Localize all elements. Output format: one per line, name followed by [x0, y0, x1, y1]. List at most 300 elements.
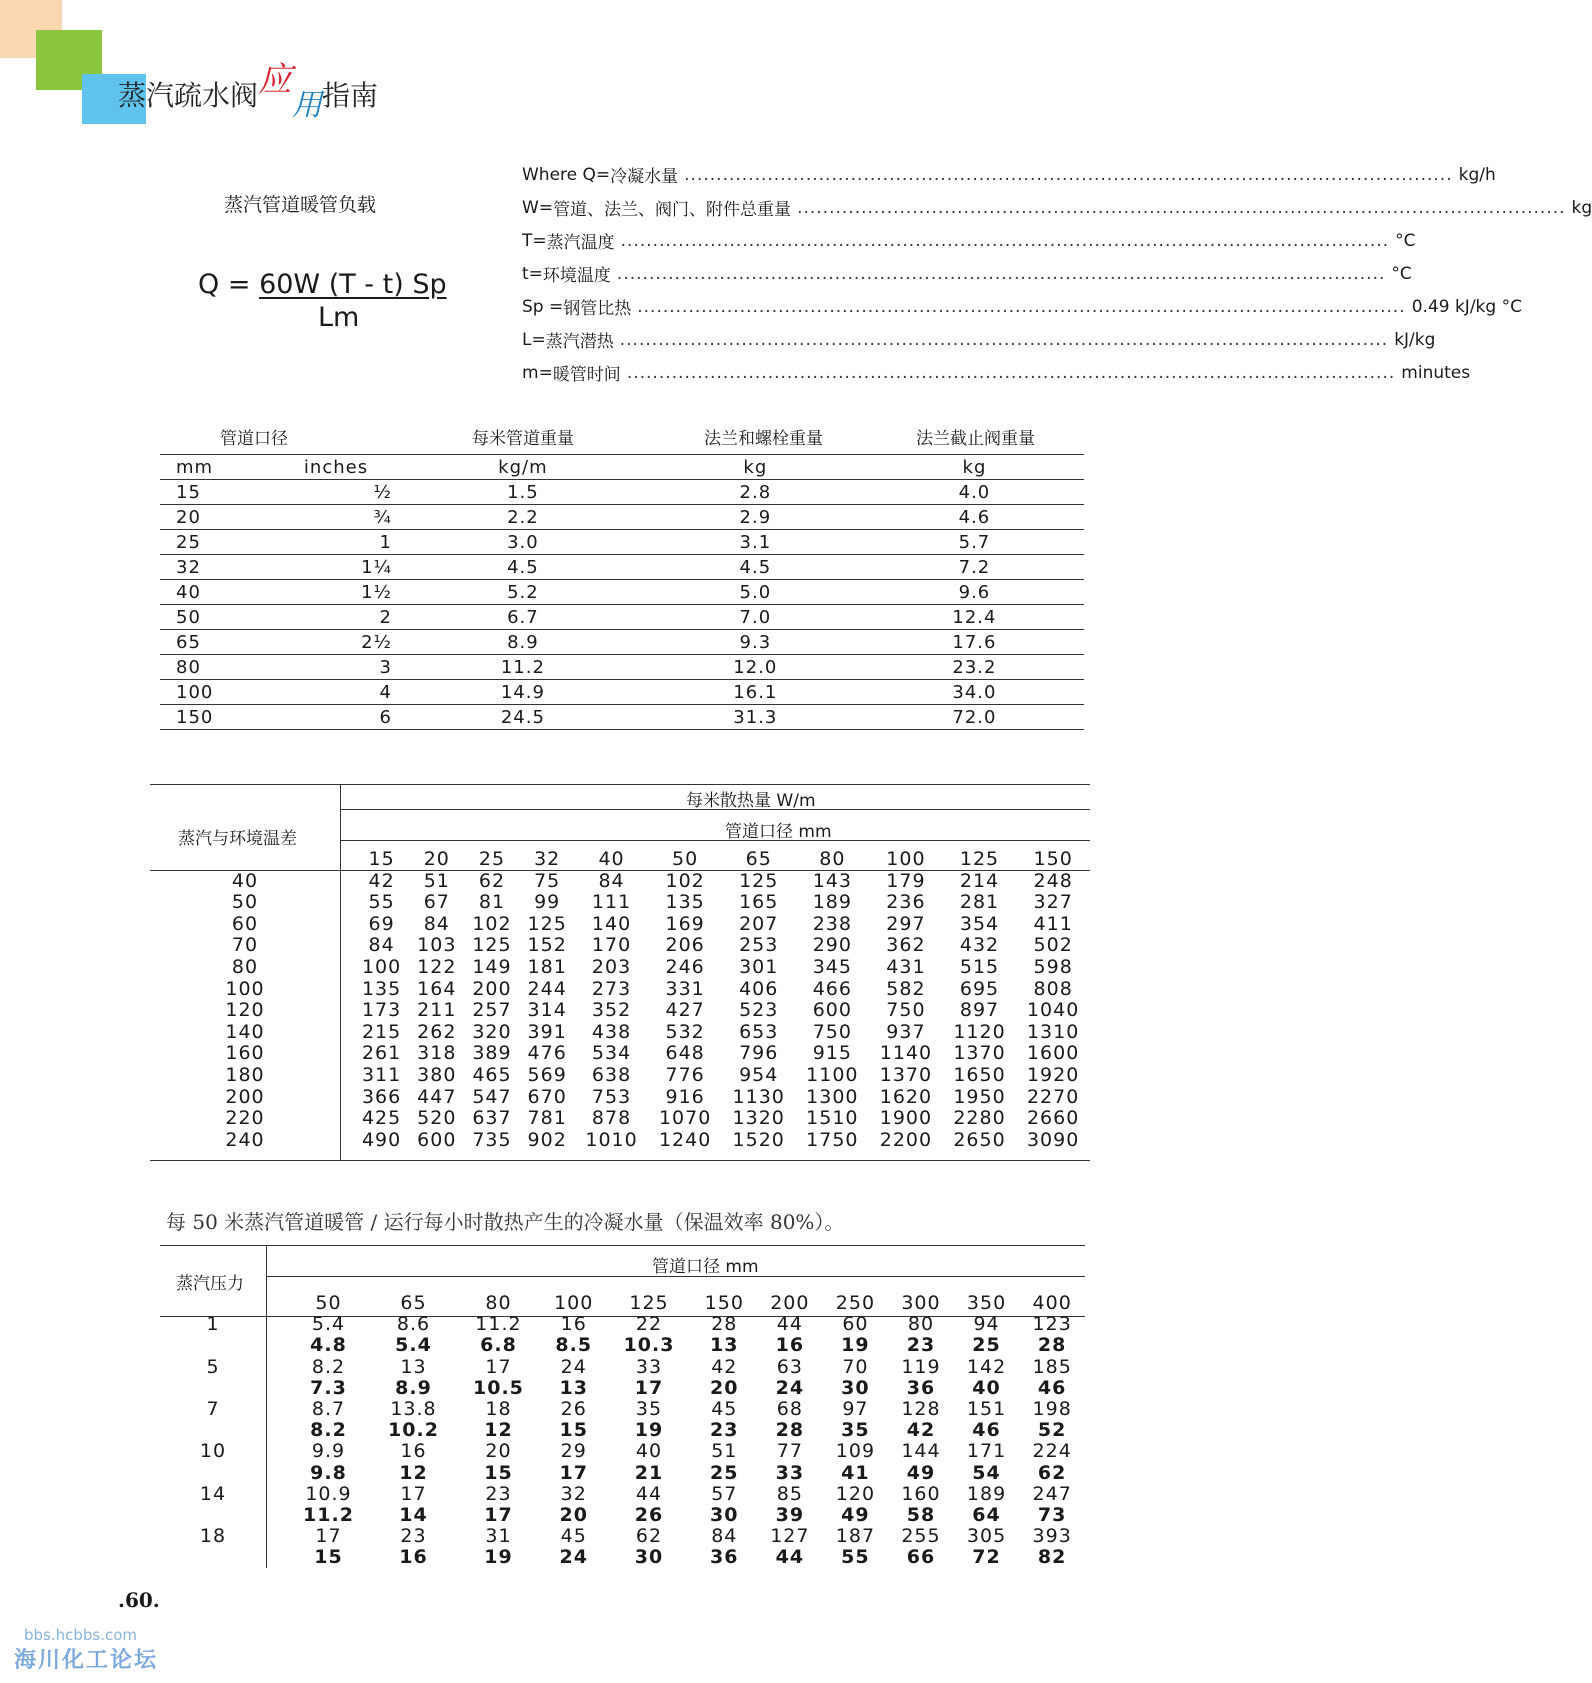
table-row	[160, 705, 1084, 730]
table-cell: 214	[959, 869, 1000, 892]
table-cell: 534	[591, 1042, 632, 1065]
table-cell: 13	[710, 1334, 739, 1357]
formula-lhs: Q =	[198, 269, 251, 300]
table2-column-header: 40	[598, 848, 625, 870]
table-cell: 123	[1032, 1313, 1072, 1336]
guide-title-end: 指南	[322, 79, 379, 112]
guide-title-main: 蒸汽疏水阀	[118, 79, 259, 112]
table-cell: 937	[886, 1020, 926, 1043]
table-cell: 165	[739, 891, 779, 914]
table1-unit-header: kg/m	[400, 455, 646, 480]
table-row-bold	[160, 1378, 1085, 1399]
table-cell: 7.0	[646, 605, 865, 630]
table3-column-header: 100	[554, 1292, 594, 1314]
table-cell: 81	[478, 891, 506, 914]
table-cell: 2200	[879, 1128, 933, 1151]
table-cell: 808	[1033, 977, 1073, 1000]
table3-header-top: 管道口径 mm	[652, 1257, 759, 1277]
table2-row-label: 蒸汽与环境温差	[178, 829, 297, 849]
legend-description: 蒸汽温度	[546, 233, 615, 253]
table-cell: 17	[485, 1355, 512, 1378]
table3-pressure: 5	[206, 1355, 220, 1378]
legend-row	[522, 257, 1412, 290]
table-cell: 24	[775, 1376, 805, 1399]
table-cell: 1370	[879, 1063, 933, 1086]
table2-grid	[150, 849, 1090, 1151]
table-cell: 5.4	[395, 1334, 432, 1357]
table-cell: 515	[959, 955, 1000, 978]
table3-column-header: 400	[1032, 1292, 1072, 1314]
table-cell: 13	[400, 1355, 427, 1378]
table-row	[150, 871, 1090, 893]
legend-row	[522, 290, 1522, 323]
table-cell: 84	[711, 1525, 738, 1548]
table-cell: 1010	[585, 1128, 638, 1151]
legend-unit: °C	[1395, 230, 1416, 251]
table-cell: 653	[739, 1020, 779, 1043]
table-cell: 406	[739, 977, 779, 1000]
table-cell: 781	[527, 1107, 567, 1130]
table-cell: 954	[739, 1063, 779, 1086]
table-cell: 262	[417, 1020, 457, 1043]
table-row	[150, 1065, 1090, 1087]
table-cell: 17	[315, 1525, 342, 1548]
table-cell: 1240	[658, 1128, 712, 1151]
table-row	[150, 914, 1090, 936]
table-cell: 314	[527, 999, 567, 1022]
table-cell: 354	[959, 912, 1000, 935]
table-cell: 20	[559, 1504, 588, 1527]
table-cell: 281	[959, 891, 1000, 914]
table3-column-header: 200	[770, 1292, 810, 1314]
table-cell: 62	[478, 869, 506, 892]
table-cell: 1310	[1026, 1020, 1080, 1043]
table-cell: 23	[485, 1482, 512, 1505]
table-cell: 25	[972, 1334, 1001, 1357]
table-cell: 1120	[953, 1020, 1006, 1043]
table-cell: 380	[417, 1063, 457, 1086]
table-cell: 600	[417, 1128, 457, 1151]
legend-leader-dots: ........................................................................................................................	[684, 164, 1453, 185]
legend-equals: =	[528, 263, 543, 284]
table-cell: 17	[400, 1482, 427, 1505]
guide-title-accent-1: 应	[258, 60, 293, 100]
table-cell: 238	[812, 912, 852, 935]
table-cell: 3090	[1026, 1128, 1080, 1151]
table2-row-header: 240	[225, 1128, 265, 1151]
table-cell: 695	[959, 977, 1000, 1000]
table-cell: 187	[835, 1525, 876, 1548]
table3-column-header-row	[160, 1293, 1085, 1314]
table-cell: 17.6	[865, 630, 1084, 655]
legend-leader-dots: ........................................................................................................................	[626, 362, 1396, 383]
table-cell: 55	[368, 891, 395, 914]
table-cell: 140	[591, 912, 632, 935]
table-cell: 33	[635, 1355, 663, 1378]
table-cell: 15	[314, 1546, 343, 1569]
table-cell: 7.2	[865, 555, 1084, 580]
legend-symbol: T	[522, 230, 533, 251]
table-cell: 10.3	[623, 1334, 675, 1357]
table-cell: 1	[272, 530, 400, 555]
table-cell: 466	[812, 977, 852, 1000]
table-cell: 9.9	[311, 1440, 346, 1463]
table-cell: 99	[534, 891, 561, 914]
legend-equals: =	[538, 197, 554, 218]
table-cell: 16	[399, 1546, 428, 1569]
table3-column-header: 300	[901, 1292, 941, 1314]
table-cell: 248	[1033, 869, 1073, 892]
table-cell: 8.2	[311, 1355, 346, 1378]
table-cell: 28	[775, 1419, 805, 1442]
table-cell: 9.6	[865, 580, 1084, 605]
table-cell: 40	[160, 580, 272, 605]
table-cell: 179	[886, 869, 926, 892]
table-cell: 8.9	[400, 630, 646, 655]
table-cell: 97	[842, 1398, 869, 1421]
table-cell: 215	[361, 1020, 402, 1043]
table-row	[160, 555, 1084, 580]
table2-column-header: 80	[819, 848, 846, 870]
table-cell: 23	[906, 1334, 936, 1357]
formula	[198, 270, 447, 300]
table-cell: 31.3	[646, 705, 865, 730]
legend-description: 钢管比热	[563, 299, 632, 319]
table-cell: 1½	[272, 580, 400, 605]
table-cell: 247	[1032, 1482, 1072, 1505]
table-cell: 598	[1033, 955, 1073, 978]
legend-leader-dots: ........................................................................................................................	[620, 230, 1390, 251]
table-cell: 54	[972, 1461, 1001, 1484]
legend-unit: °C	[1391, 263, 1412, 284]
formula-numerator: 60W (T - t) Sp	[259, 269, 447, 300]
table-cell: 181	[527, 955, 567, 978]
table2-row-header: 140	[225, 1020, 265, 1043]
table-cell: 35	[841, 1419, 870, 1442]
table-row	[160, 1441, 1085, 1462]
table2-header-top: 每米散热量 W/m	[686, 791, 816, 811]
legend-row	[522, 356, 1471, 389]
table2-column-header: 15	[368, 848, 395, 870]
table-cell: 393	[1032, 1525, 1072, 1548]
table-cell: 273	[591, 977, 632, 1000]
table-cell: 1140	[879, 1042, 933, 1065]
table-cell: 5.4	[311, 1313, 346, 1336]
table-row	[150, 957, 1090, 979]
legend-description: 冷凝水量	[610, 167, 679, 187]
table-cell: 4.5	[646, 555, 865, 580]
table-cell: 15	[484, 1461, 513, 1484]
table-cell: 750	[812, 1020, 852, 1043]
table-cell: 127	[770, 1525, 810, 1548]
table-cell: 185	[1032, 1355, 1072, 1378]
table-cell: 84	[598, 869, 625, 892]
table-row	[160, 1526, 1085, 1547]
table-cell: 1900	[879, 1107, 933, 1130]
table-row	[160, 1484, 1085, 1505]
table-cell: 12.0	[646, 655, 865, 680]
table-cell: 19	[484, 1546, 513, 1569]
table3-grid	[160, 1293, 1085, 1569]
table-cell: 236	[886, 891, 926, 914]
table-cell: 366	[361, 1085, 402, 1108]
table2-column-header: 125	[959, 848, 1000, 870]
table1-unit-row	[160, 455, 1084, 480]
table-cell	[160, 1335, 286, 1356]
table1-unit-header: kg	[646, 455, 865, 480]
legend-symbol: Where Q	[522, 164, 596, 185]
table-cell: 345	[812, 955, 852, 978]
table-cell: 1750	[806, 1128, 859, 1151]
table-cell: 224	[1032, 1440, 1072, 1463]
table-cell: 8.7	[311, 1398, 346, 1421]
table-cell: 135	[665, 891, 705, 914]
table-cell: 2.2	[400, 505, 646, 530]
watermark-url: bbs.hcbbs.com	[24, 1626, 138, 1644]
legend-equals: =	[532, 230, 547, 251]
table-cell: 51	[423, 869, 450, 892]
table-cell: 6.7	[400, 605, 646, 630]
table-cell: 648	[665, 1042, 705, 1065]
table-cell: 111	[591, 891, 632, 914]
table-cell: 119	[901, 1355, 941, 1378]
table-cell: 246	[665, 955, 705, 978]
table-cell: 128	[901, 1398, 941, 1421]
table2-column-header-row	[150, 849, 1090, 871]
table-cell: 65	[160, 630, 272, 655]
table-cell: 670	[527, 1085, 567, 1108]
table-cell: 144	[901, 1440, 941, 1463]
table-row-bold	[160, 1335, 1085, 1356]
table2-row-header: 220	[225, 1107, 265, 1130]
table2-row-header: 180	[225, 1063, 265, 1086]
table1-group-header: 法兰和螺栓重量	[704, 429, 823, 449]
table-cell: 207	[739, 912, 779, 935]
table2-row-header: 80	[231, 955, 259, 978]
table-cell: 22	[635, 1313, 663, 1336]
table-cell: 4.5	[400, 555, 646, 580]
table-cell: 102	[665, 869, 705, 892]
table-cell: 72.0	[865, 705, 1084, 730]
table-cell: 94	[973, 1313, 1000, 1336]
heat-loss-table	[150, 784, 1090, 1160]
table2-header-sub: 管道口径 mm	[725, 822, 832, 842]
legend-description: 管道、法兰、阀门、附件总重量	[553, 200, 792, 220]
table-cell	[160, 1378, 286, 1399]
legend-leader-dots: ........................................................................................................................	[619, 329, 1389, 350]
table-row	[150, 979, 1090, 1001]
table-cell: 1100	[806, 1063, 859, 1086]
table-cell: 5.2	[400, 580, 646, 605]
table-cell: 67	[423, 891, 450, 914]
table-cell: 15	[559, 1419, 588, 1442]
table-cell: 24	[559, 1546, 588, 1569]
table-row	[150, 1022, 1090, 1044]
table-row	[150, 935, 1090, 957]
table2-column-header: 65	[745, 848, 772, 870]
table-cell: 20	[160, 505, 272, 530]
table-cell: 502	[1033, 934, 1073, 957]
table-cell: 30	[634, 1546, 664, 1569]
table-cell: 40	[635, 1440, 663, 1463]
table-cell: 3.1	[646, 530, 865, 555]
table-cell: 19	[841, 1334, 870, 1357]
table-cell: 203	[591, 955, 632, 978]
legend-row	[522, 191, 1592, 224]
table-cell: 7.3	[310, 1376, 347, 1399]
table-cell	[160, 1463, 286, 1484]
legend-symbol: m	[522, 362, 539, 383]
legend-description: 环境温度	[542, 266, 611, 286]
table-cell: 878	[591, 1107, 632, 1130]
table3-column-header: 150	[704, 1292, 744, 1314]
table-cell: 45	[711, 1398, 738, 1421]
table-cell: 206	[665, 934, 705, 957]
table-row	[150, 1087, 1090, 1109]
table-row	[160, 630, 1084, 655]
table-cell: 8.5	[555, 1334, 593, 1357]
legend-symbol: L	[522, 329, 532, 350]
table-cell: 173	[361, 999, 402, 1022]
table-cell: 62	[635, 1525, 663, 1548]
table-cell: 1070	[658, 1107, 712, 1130]
table-cell: 41	[841, 1461, 870, 1484]
table-cell: 23.2	[865, 655, 1084, 680]
table-cell: 1920	[1026, 1063, 1080, 1086]
table-cell: 352	[591, 999, 632, 1022]
legend-description: 暖管时间	[552, 365, 621, 385]
legend-equals: =	[531, 329, 546, 350]
table-row-bold	[160, 1547, 1085, 1568]
table-cell: 253	[739, 934, 779, 957]
table-cell: 257	[472, 999, 512, 1022]
table-cell: 24	[560, 1355, 587, 1378]
table-cell: 1600	[1026, 1042, 1080, 1065]
table-cell: 6	[272, 705, 400, 730]
table-cell: 5.7	[865, 530, 1084, 555]
table-row-bold	[160, 1420, 1085, 1441]
table-cell: 57	[711, 1482, 738, 1505]
table-cell: 77	[776, 1440, 803, 1463]
table-cell: 362	[886, 934, 926, 957]
table-cell: 311	[361, 1063, 402, 1086]
table1-unit-header: mm	[160, 455, 272, 480]
table-cell: 532	[665, 1020, 705, 1043]
table-cell: 11.2	[475, 1313, 522, 1336]
table-cell: 447	[417, 1085, 457, 1108]
table-cell: 20	[485, 1440, 512, 1463]
table-cell: 24.5	[400, 705, 646, 730]
table-cell: 427	[665, 999, 705, 1022]
table-cell: 916	[665, 1085, 705, 1108]
table-cell: 290	[812, 934, 852, 957]
legend-symbol: t	[522, 263, 529, 284]
table-row	[150, 892, 1090, 914]
table-row	[160, 505, 1084, 530]
table-cell: 28	[711, 1313, 738, 1336]
table-cell: 11.2	[303, 1504, 354, 1527]
table-cell: 80	[907, 1313, 935, 1336]
table-cell: 211	[417, 999, 457, 1022]
table-cell: 389	[472, 1042, 512, 1065]
table-cell: 582	[886, 977, 926, 1000]
table-cell: 85	[776, 1482, 803, 1505]
table-cell: 125	[739, 869, 779, 892]
table-cell: 84	[423, 912, 450, 935]
table-cell: 63	[776, 1355, 803, 1378]
table-cell: 171	[966, 1440, 1007, 1463]
table3-row-label: 蒸汽压力	[176, 1274, 244, 1294]
legend-description: 蒸汽潜热	[545, 332, 614, 352]
table-cell: 1130	[732, 1085, 785, 1108]
table1-group-header: 每米管道重量	[472, 429, 574, 449]
table-cell: 82	[1037, 1546, 1067, 1569]
table-cell: 547	[472, 1085, 512, 1108]
table-cell: 23	[710, 1419, 739, 1442]
table-cell: 143	[812, 869, 852, 892]
table-cell: 58	[906, 1504, 936, 1527]
table2-row-header: 70	[231, 934, 259, 957]
table-cell: 49	[906, 1461, 936, 1484]
table-cell: 6.8	[480, 1334, 517, 1357]
table-cell: 25	[160, 530, 272, 555]
table-cell: 51	[711, 1440, 738, 1463]
table-cell: 150	[160, 705, 272, 730]
table-row	[160, 580, 1084, 605]
table-cell: 42	[368, 869, 395, 892]
table-cell: 523	[739, 999, 779, 1022]
table-cell: 2660	[1026, 1107, 1080, 1130]
table2-row-header: 60	[231, 912, 259, 935]
table2-column-header: 20	[423, 848, 450, 870]
table-row	[160, 480, 1084, 505]
table3-column-header: 125	[629, 1292, 669, 1314]
table-cell: 2.8	[646, 480, 865, 505]
table-cell: 4	[272, 680, 400, 705]
table-cell: 1¼	[272, 555, 400, 580]
legend-unit: minutes	[1401, 362, 1471, 383]
legend-leader-dots: ........................................................................................................................	[616, 263, 1386, 284]
table-cell: 30	[710, 1504, 739, 1527]
table-cell: 16	[775, 1334, 805, 1357]
table-cell: 68	[776, 1398, 803, 1421]
table-cell: 12.4	[865, 605, 1084, 630]
table-cell: 55	[841, 1546, 870, 1569]
table-cell: 2280	[953, 1107, 1006, 1130]
table-cell: 36	[906, 1376, 936, 1399]
table-cell: 50	[160, 605, 272, 630]
table-cell: 46	[1037, 1376, 1067, 1399]
table-cell: 64	[972, 1504, 1001, 1527]
table-cell: 1520	[732, 1128, 785, 1151]
table-row	[160, 605, 1084, 630]
table-cell: 432	[959, 934, 1000, 957]
table-cell: 17	[634, 1376, 664, 1399]
table-cell: 16	[400, 1440, 427, 1463]
table3-pressure: 7	[206, 1398, 220, 1421]
table-cell: 490	[361, 1128, 402, 1151]
table-cell: 1650	[953, 1063, 1006, 1086]
table-cell: 2270	[1026, 1085, 1080, 1108]
table-row	[160, 1399, 1085, 1420]
table-cell: 2.9	[646, 505, 865, 530]
table-cell: 297	[886, 912, 926, 935]
table-cell: 164	[417, 977, 457, 1000]
table2-column-header: 50	[672, 848, 699, 870]
table2-column-header: 100	[886, 848, 926, 870]
table2-row-header: 40	[231, 869, 259, 892]
table-row-bold	[160, 1505, 1085, 1526]
